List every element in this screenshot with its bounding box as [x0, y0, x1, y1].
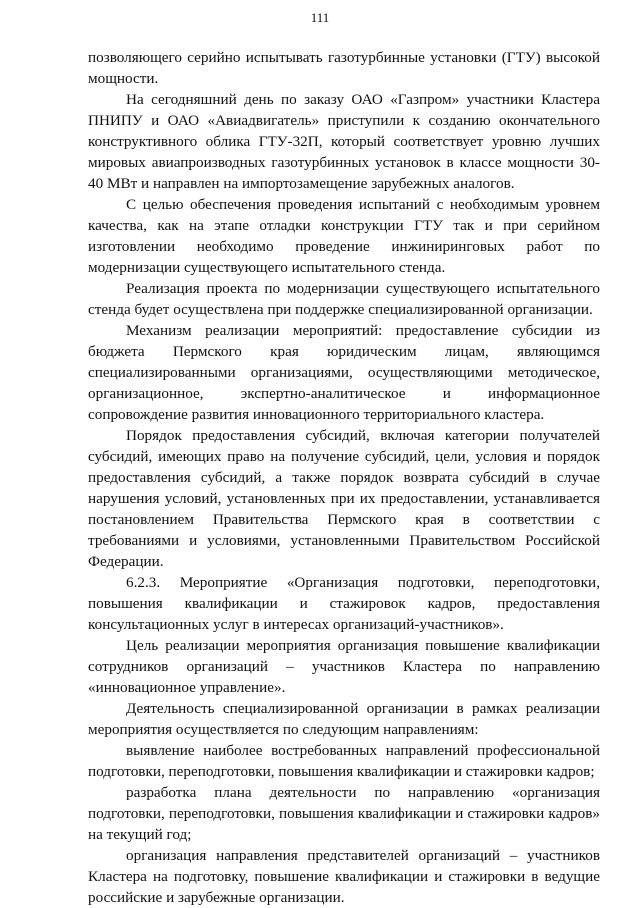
paragraph-mechanism: Механизм реализации мероприятий: предоставление субсидии из бюджета Пермского края юридическим лицам, являющимся специализированными организациями, осуществляющими методическое, организационное, экспертно-аналитическое и информационное сопровождение развития инновационного территориального кластера. — [88, 322, 600, 423]
paragraph-activity: Деятельность специализированной организации в рамках реализации мероприятия осуществляется по следующим направлениям: — [88, 700, 600, 738]
list-item-organization: организация направления представителей организаций – участников Кластера на подготовку, повышение квалификации и стажировки в ведущие российские и зарубежные организации. — [88, 847, 600, 906]
list-item-plan: разработка плана деятельности по направлению «организация подготовки, переподготовки, повышения квалификации и стажировки кадров» на текущий год; — [88, 784, 600, 843]
paragraph-subsidy-procedure: Порядок предоставления субсидий, включая категории получателей субсидий, имеющих право на получение субсидий, цели, условия и порядок предоставления субсидий, а также порядок возврата субсидий в случае нарушения условий, установленных при их предоставлении, устанавливается постановлением Правительства Пермского края в соответствии с требованиями и условиями, установленными Правительством Российской Федерации. — [88, 427, 600, 570]
paragraph-goal: Цель реализации мероприятия организация повышение квалификации сотрудников организаций – участников Кластера по направлению «инновационное управление». — [88, 637, 600, 696]
page-number: 111 — [310, 10, 330, 25]
paragraph-project-implementation: Реализация проекта по модернизации существующего испытательного стенда будет осуществлена при поддержке специализированной организации. — [88, 280, 600, 318]
list-item-identification: выявление наиболее востребованных направлений профессиональной подготовки, переподготовки, повышения квалификации и стажировки кадров; — [88, 742, 600, 780]
paragraph-gazprom-gtu: На сегодняшний день по заказу ОАО «Газпром» участники Кластера ПНИПУ и ОАО «Авиадвигатель» приступили к созданию окончательного конструктивного облика ГТУ-32П, который соответствует уровню лучших мировых авиапроизводных газотурбинных установок в классе мощности 30-40 МВт и направлен на импортозамещение зарубежных аналогов. — [88, 91, 600, 192]
paragraph-continuation: позволяющего серийно испытывать газотурбинные установки (ГТУ) высокой мощности. — [88, 49, 600, 87]
paragraph-measure-6-2-3: 6.2.3. Мероприятие «Организация подготовки, переподготовки, повышения квалификации и стажировок кадров, предоставления консультационных услуг в интересах организаций-участников». — [88, 574, 600, 633]
paragraph-testing-quality: С целью обеспечения проведения испытаний с необходимым уровнем качества, как на этапе отладки конструкции ГТУ так и при серийном изготовлении необходимо проведение инжиниринговых работ по модернизации существующего испытательного стенда. — [88, 196, 600, 276]
body-text — [88, 47, 600, 908]
